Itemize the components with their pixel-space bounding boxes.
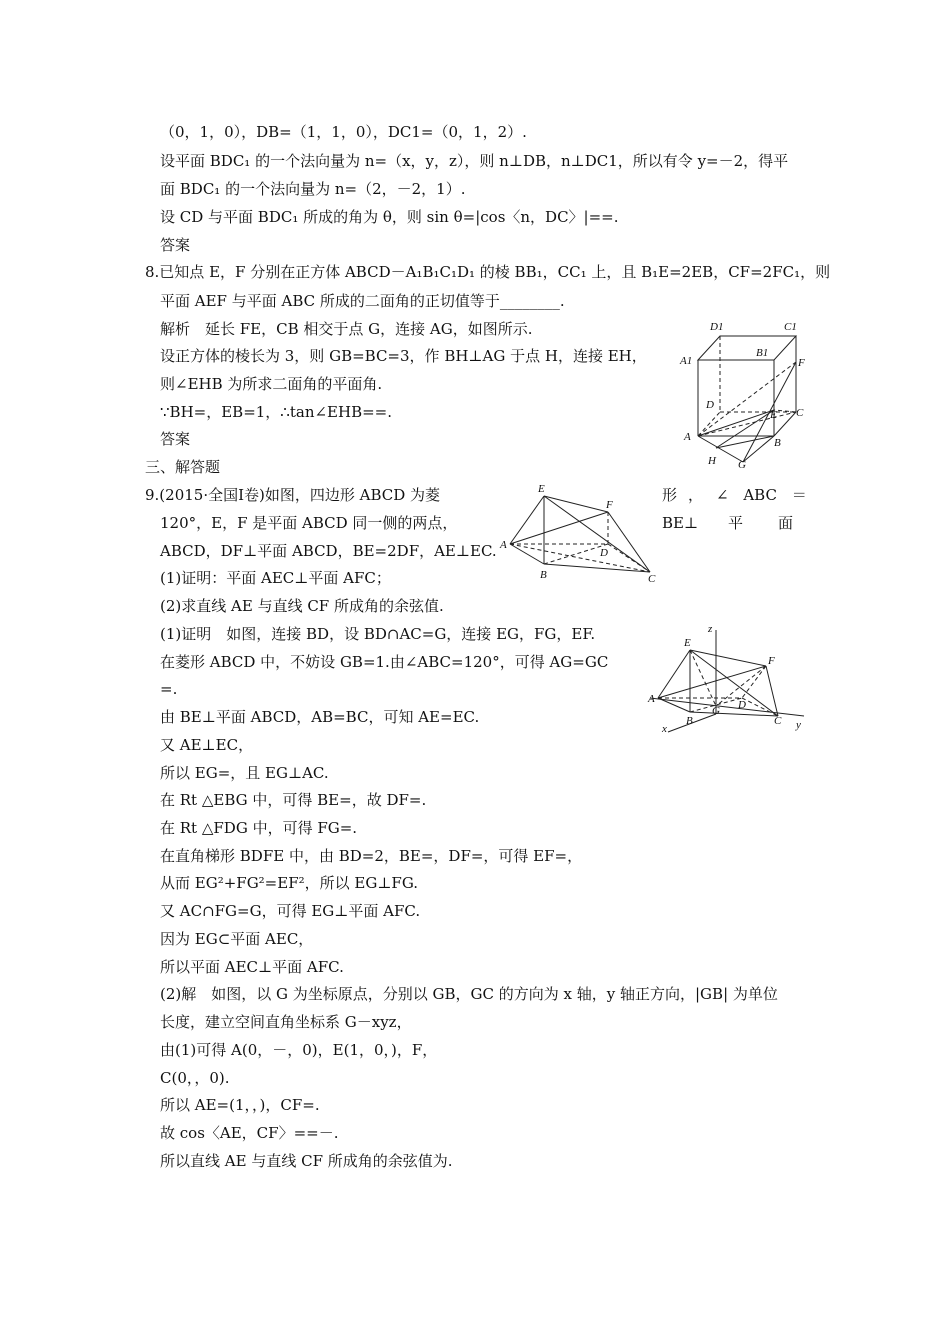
rhombus-label: D — [600, 547, 608, 559]
coord-label: y — [796, 719, 801, 731]
edge-af — [658, 666, 766, 698]
edge-ab — [658, 698, 690, 712]
rhombus-figure — [498, 482, 660, 584]
text-line: 在 Rt △EBG 中，可得 BE=，故 DF=. — [160, 791, 427, 809]
coord-label: G — [712, 705, 720, 717]
edge-ec — [690, 650, 778, 716]
text-line: (2)求直线 AE 与直线 CF 所成角的余弦值. — [160, 597, 444, 615]
edge-ae — [510, 496, 544, 544]
segment-ac — [698, 412, 796, 436]
cube-label: E — [770, 409, 777, 421]
text-line: 设正方体的棱长为 3，则 GB=BC=3，作 BH⊥AG 于点 H，连接 EH， — [160, 347, 647, 365]
text-line: 设 CD 与平面 BDC₁ 所成的角为 θ，则 sin θ=|cos〈n，DC〉|==. — [160, 208, 619, 226]
text-line: 长度，建立空间直角坐标系 G－xyz， — [160, 1013, 412, 1031]
text-line: (2)解 如图，以 G 为坐标原点，分别以 GB，GC 的方向为 x 轴，y 轴正方向，|GB| 为单位 — [160, 985, 778, 1003]
text-line: 则∠EHB 为所求二面角的平面角. — [160, 375, 383, 393]
text-line: 设平面 BDC₁ 的一个法向量为 n=（x，y，z），则 n⊥DB，n⊥DC1，所以有令 y=－2，得平 — [160, 152, 789, 170]
text-line: ABCD，DF⊥平面 ABCD，BE=2DF，AE⊥EC. — [160, 542, 497, 560]
cube-figure — [678, 318, 808, 468]
coord-label: C — [774, 715, 782, 727]
edge-ec — [544, 496, 650, 572]
text-line: 在菱形 ABCD 中，不妨设 GB=1.由∠ABC=120°，可得 AG=GC — [160, 653, 609, 671]
text-line: 所以直线 AE 与直线 CF 所成角的余弦值为. — [160, 1152, 453, 1170]
rhombus-label: E — [538, 483, 545, 495]
segment-bg — [743, 436, 774, 462]
cube-label: A — [684, 431, 691, 443]
text-line: (1)证明：平面 AEC⊥平面 AFC； — [160, 569, 391, 587]
edge-ac — [510, 544, 650, 572]
text-line: 8.已知点 E，F 分别在正方体 ABCD－A₁B₁C₁D₁ 的棱 BB₁，CC₁ 上，且 B₁E=2EB，CF=2FC₁，则 — [145, 263, 831, 281]
text-line: 答案 — [160, 236, 191, 254]
text-line: 答案 — [160, 430, 191, 448]
text-line: 120°，E，F 是平面 ABCD 同一侧的两点， — [160, 514, 458, 532]
edge-fc — [608, 512, 650, 572]
q9-right-plane1: 平 — [728, 514, 744, 532]
text-line: 平面 AEF 与平面 ABC 所成的二面角的正切值等于________. — [160, 292, 565, 310]
q9-right-comma: ， — [688, 486, 704, 504]
section-heading: 三、解答题 — [145, 458, 221, 476]
edge-af — [510, 512, 608, 544]
coord-label: D — [738, 699, 746, 711]
q9-right-plane2: 面 — [778, 514, 794, 532]
q9-right-shape: 形 — [662, 486, 678, 504]
rhombus-label: C — [648, 573, 656, 584]
text-line: 从而 EG²+FG²=EF²，所以 EG⊥FG. — [160, 874, 419, 892]
q9-right-angle: ∠ ABC ＝ — [716, 486, 807, 504]
cube-label: C1 — [784, 321, 797, 333]
coord-label: A — [648, 693, 655, 705]
text-line: 在 Rt △FDG 中，可得 FG=. — [160, 819, 358, 837]
text-line: 9.(2015·全国Ⅰ卷)如图，四边形 ABCD 为菱 — [145, 486, 441, 504]
rhombus-label: B — [540, 569, 547, 581]
segment-ag — [698, 436, 743, 462]
coord-label: x — [662, 723, 667, 735]
cube-label: F — [798, 357, 805, 369]
text-line: 故 cos〈AE，CF〉==－. — [160, 1124, 339, 1142]
cube-label: C — [796, 407, 804, 419]
cube-edge — [774, 412, 796, 436]
edge-fd — [742, 666, 766, 698]
edge-ef — [544, 496, 608, 512]
text-line: =. — [160, 680, 178, 698]
cube-label: H — [708, 455, 716, 467]
cube-label: G — [738, 459, 746, 468]
text-line: ∵BH=，EB=1，∴tan∠EHB==. — [160, 403, 393, 421]
cube-label: B1 — [756, 347, 769, 359]
text-line: 解析 延长 FE，CB 相交于点 G，连接 AG，如图所示. — [160, 320, 533, 338]
text-line: 所以 EG=，且 EG⊥AC. — [160, 764, 329, 782]
text-line: 所以平面 AEC⊥平面 AFC. — [160, 958, 344, 976]
coord-label: E — [684, 637, 691, 649]
cube-label: D1 — [710, 321, 724, 333]
edge-bc — [544, 564, 650, 572]
text-line: 在直角梯形 BDFE 中，由 BD=2，BE=，DF=，可得 EF=， — [160, 847, 583, 865]
text-line: 又 AE⊥EC， — [160, 736, 254, 754]
edge-bd — [544, 544, 608, 564]
cube-label: B — [774, 437, 781, 449]
coord-label: F — [768, 655, 775, 667]
q9-right-be: BE⊥ — [662, 514, 699, 532]
edge-dc — [742, 698, 778, 716]
text-line: 因为 EG⊂平面 AEC， — [160, 930, 314, 948]
cube-label: A1 — [680, 355, 693, 367]
cube-top-face — [698, 336, 796, 360]
text-line: (1)证明 如图，连接 BD，设 BD∩AC=G，连接 EG，FG，EF. — [160, 625, 596, 643]
coordinate-figure — [646, 620, 810, 736]
coord-label: z — [708, 623, 713, 635]
edge-bc — [690, 712, 778, 716]
text-line: C(0，，0). — [160, 1069, 230, 1087]
text-line: 由(1)可得 A(0，－，0)，E(1，0，)，F， — [160, 1041, 438, 1059]
text-line: 面 BDC₁ 的一个法向量为 n=（2，－2，1）. — [160, 180, 466, 198]
rhombus-label: A — [500, 539, 507, 551]
text-line: 所以 AE=(1，，)，CF=. — [160, 1096, 320, 1114]
edge-ae — [658, 650, 690, 698]
text-line: （0，1，0），DB=（1，1，0），DC1=（0，1，2）. — [160, 123, 527, 141]
text-line: 由 BE⊥平面 ABCD，AB=BC，可知 AE=EC. — [160, 708, 480, 726]
rhombus-label: F — [606, 499, 613, 511]
cube-label: D — [706, 399, 714, 411]
coord-label: B — [686, 715, 693, 727]
text-line: 又 AC∩FG=G，可得 EG⊥平面 AFC. — [160, 902, 421, 920]
